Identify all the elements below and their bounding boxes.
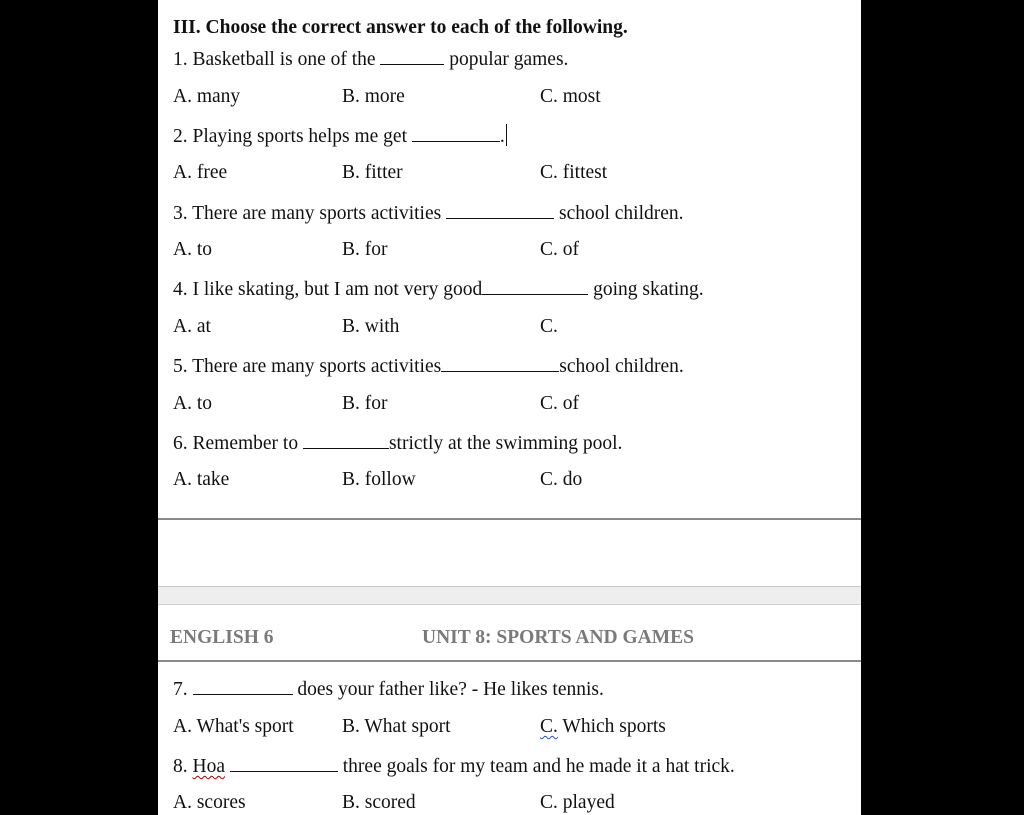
question-text-end: school children. [558, 203, 684, 224]
question-7 [173, 676, 604, 702]
answer-blank[interactable] [230, 753, 338, 772]
option-a: A. What's sport [173, 716, 294, 737]
option-a: A. take [173, 469, 230, 490]
header-unit: UNIT 8: SPORTS AND GAMES [422, 627, 695, 648]
page-gap [158, 520, 861, 586]
question-text-end: . [499, 126, 505, 147]
question-text-end: does your father like? - He likes tennis. [297, 679, 604, 700]
question-number: 8. [173, 756, 188, 777]
option-c-text: Which sports [557, 716, 666, 737]
header-rule [158, 660, 861, 662]
option-c-letter: C. [540, 716, 558, 737]
question-text: 4. I like skating, but I am not very good [173, 279, 483, 300]
question-text: 1. Basketball is one of the [173, 49, 376, 70]
text-cursor [506, 124, 507, 146]
option-b: B. fitter [342, 162, 403, 183]
question-8 [173, 753, 735, 779]
question-text: 5. There are many sports activities [173, 356, 442, 377]
question-text: 3. There are many sports activities [173, 203, 442, 224]
option-c: C. fittest [540, 162, 608, 183]
answer-blank[interactable] [441, 353, 559, 372]
question-text: 6. Remember to [173, 433, 299, 454]
answer-blank[interactable] [303, 430, 389, 449]
question-text-end: school children. [559, 356, 684, 377]
question-text-end: three goals for my team and he made it a hat trick. [342, 756, 735, 777]
answer-blank[interactable] [412, 123, 500, 142]
question-5 [173, 353, 684, 379]
option-b: B. more [342, 86, 405, 107]
student-name: Hoa [192, 756, 225, 777]
option-b: B. with [342, 316, 400, 337]
option-a: A. many [173, 86, 241, 107]
option-a: A. at [173, 316, 211, 337]
option-b: B. scored [342, 792, 416, 813]
option-c: C. of [540, 239, 579, 260]
option-c: C. played [540, 792, 615, 813]
answer-blank[interactable] [446, 200, 554, 219]
answer-blank[interactable] [380, 46, 444, 65]
option-c: C. of [540, 393, 579, 414]
option-b: B. What sport [342, 716, 451, 737]
option-b: B. for [342, 393, 388, 414]
question-6 [173, 430, 622, 456]
question-text: 2. Playing sports helps me get [173, 126, 407, 147]
question-2 [173, 123, 507, 149]
option-a: A. to [173, 239, 212, 260]
header-course: ENGLISH 6 [170, 627, 274, 648]
option-c: C. do [540, 469, 583, 490]
question-1 [173, 46, 568, 72]
page-separator [158, 587, 861, 605]
option-c: C. [540, 316, 558, 337]
option-a: A. scores [173, 792, 246, 813]
question-text-end: going skating. [593, 279, 704, 300]
question-text-end: strictly at the swimming pool. [388, 433, 623, 454]
question-3 [173, 200, 684, 226]
question-4 [173, 276, 704, 302]
option-c: C. most [540, 86, 601, 107]
answer-blank[interactable] [193, 676, 293, 695]
option-c [540, 715, 666, 739]
option-b: B. for [342, 239, 388, 260]
option-b: B. follow [342, 469, 416, 490]
option-a: A. to [173, 393, 212, 414]
answer-blank[interactable] [482, 276, 588, 295]
question-number: 7. [173, 679, 188, 700]
section-heading: III. Choose the correct answer to each of the following. [173, 17, 628, 38]
question-text-end: popular games. [449, 49, 569, 70]
option-a: A. free [173, 162, 228, 183]
